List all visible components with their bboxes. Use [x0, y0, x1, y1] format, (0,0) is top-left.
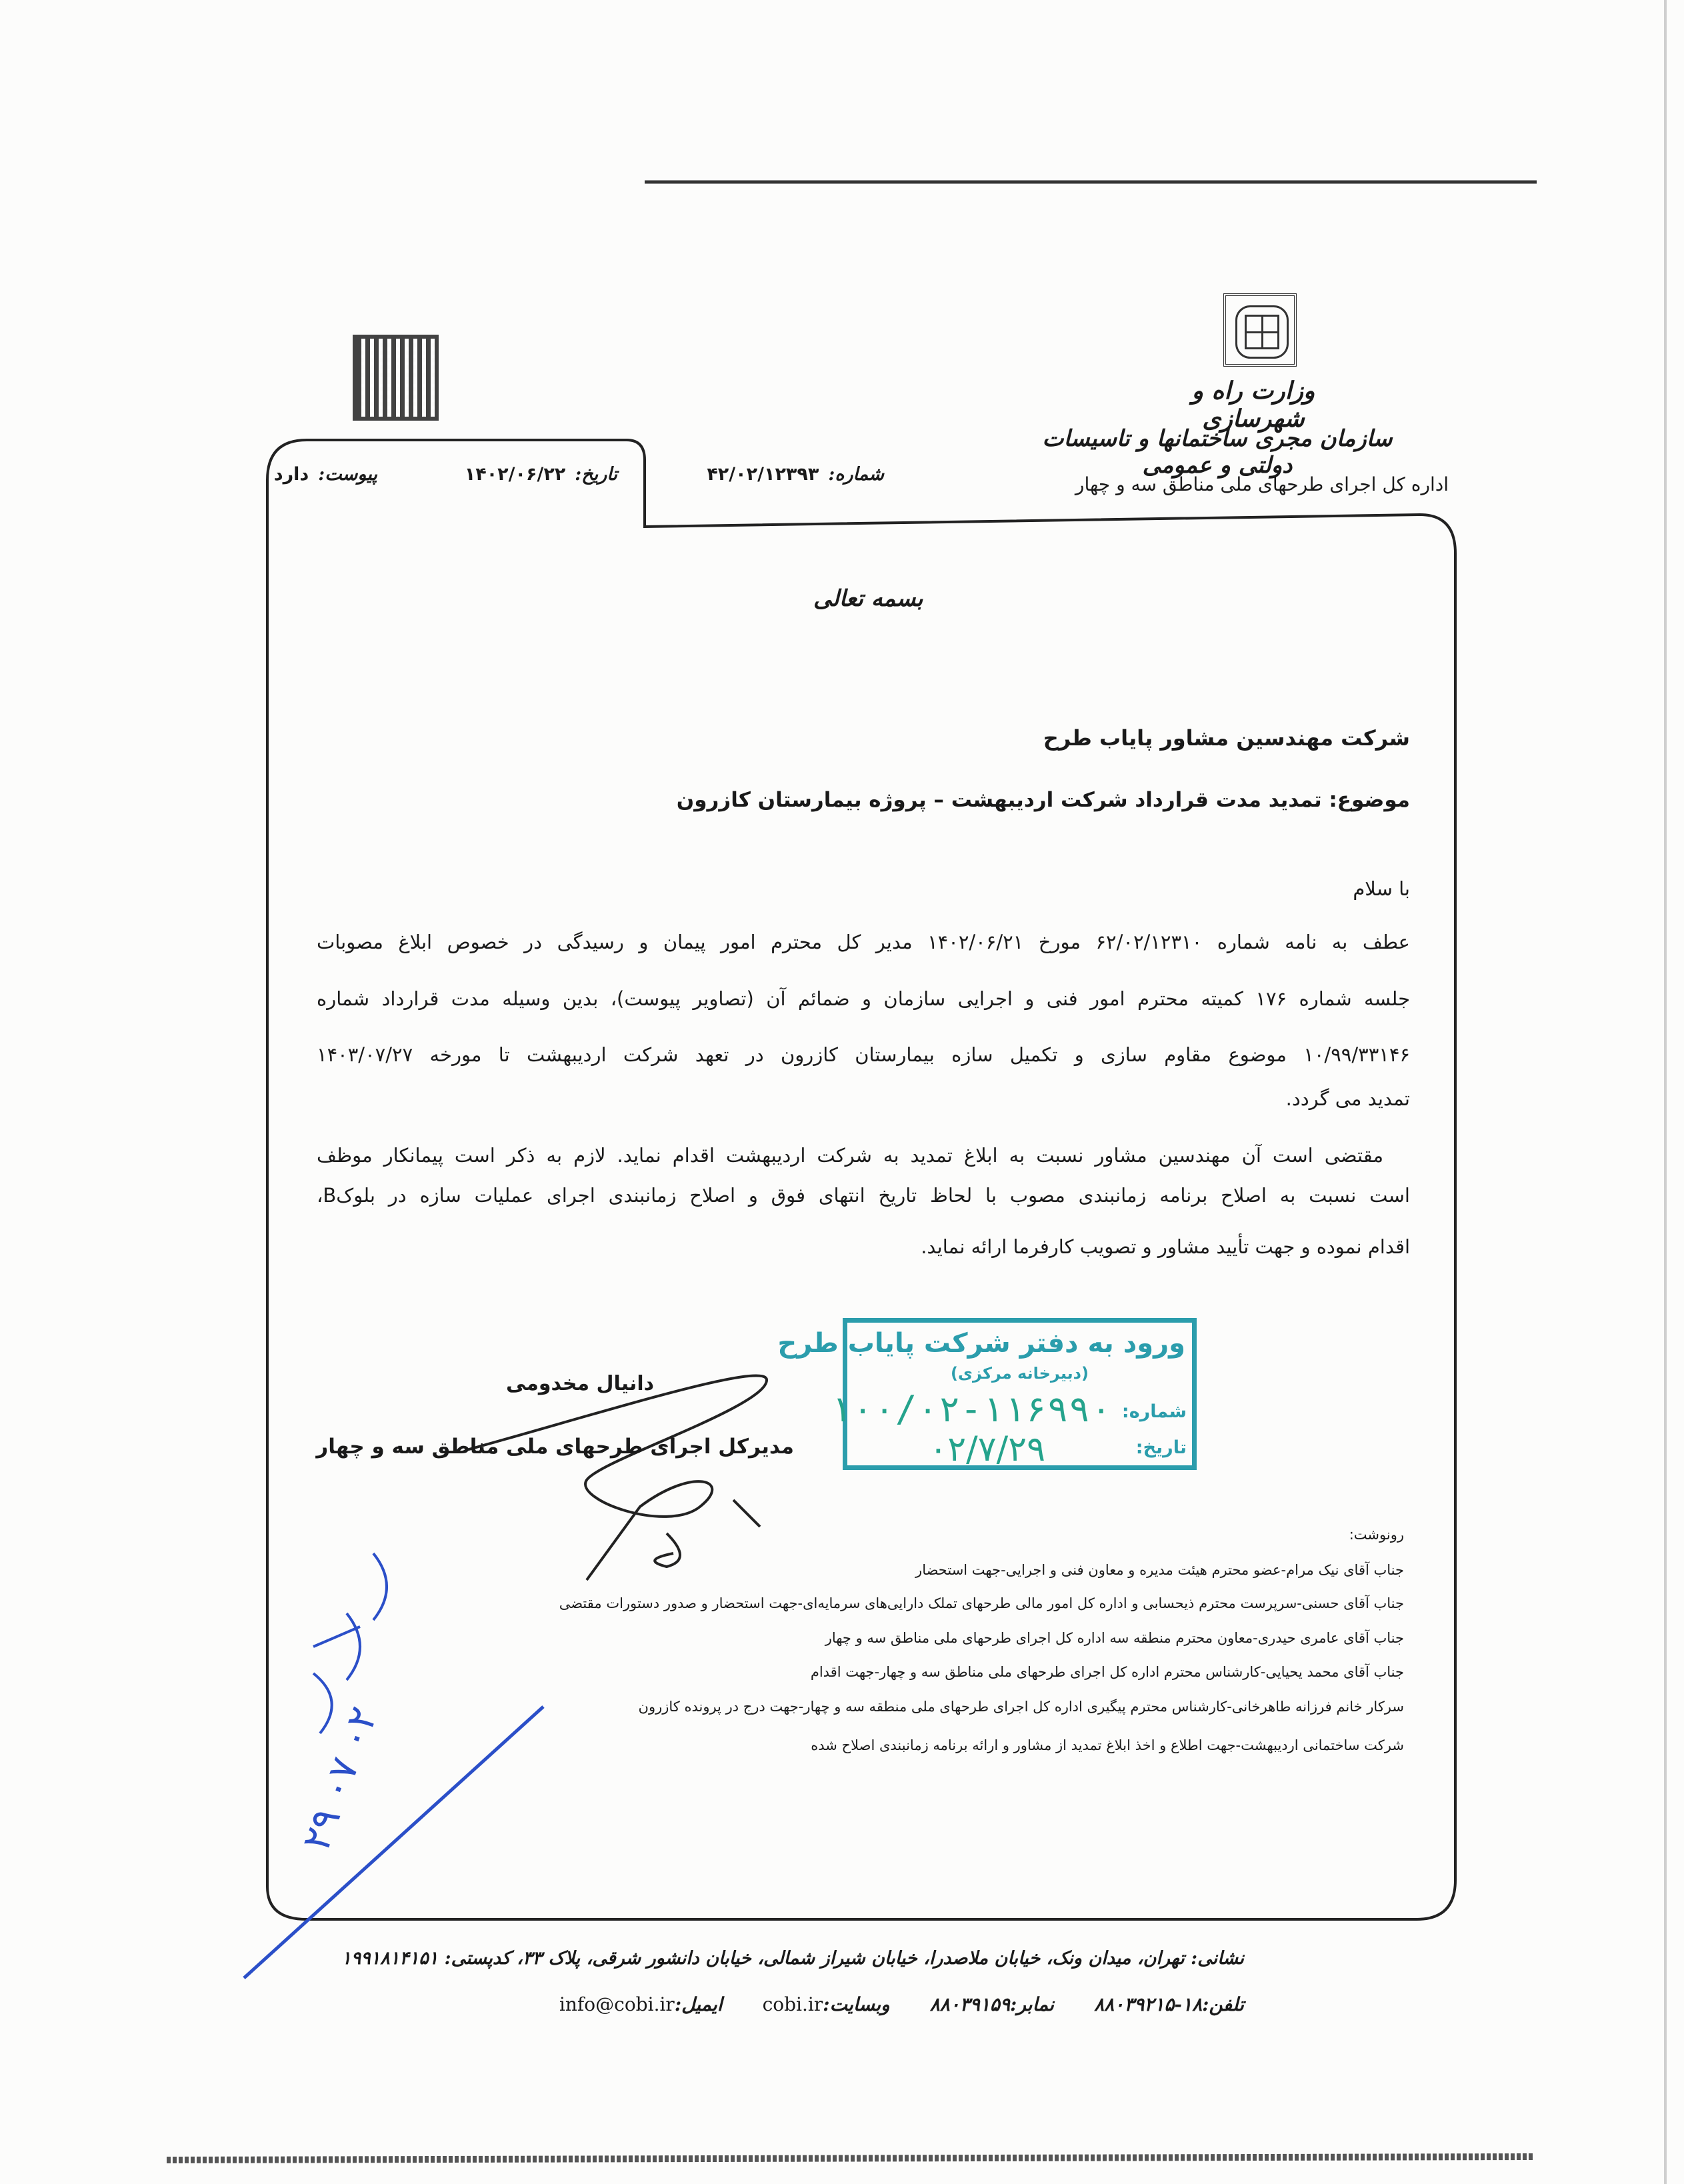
body-line: است نسبت به اصلاح برنامه زمانبندی مصوب با لحاظ تاریخ انتهای فوق و اصلاح زمانبندی اجرای عملیات سازه در بلوکB، [317, 1184, 1410, 1207]
stamp-date-label: تاریخ: [1135, 1437, 1187, 1458]
body-line: مقتضی است آن مهندسین مشاور نسبت به ابلاغ تمدید به شرکت اردیبهشت اقدام نماید. لازم به ذکر است پیمانکار موظف [317, 1144, 1383, 1167]
subject: موضوع: تمدید مدت قرارداد شرکت اردیبهشت – پروژه بیمارستان کازرون [676, 788, 1410, 812]
stamp-title: ورود به دفتر شرکت پایاب طرح [777, 1328, 1185, 1359]
phone-label: تلفن: [1202, 1993, 1244, 2015]
attachment-label: پیوست: [318, 464, 377, 485]
phone-value: ۱۸-۸۸۰۳۹۲۱۵ [1094, 1993, 1203, 2015]
fax-value: ۸۸۰۳۹۱۵۹ [929, 1993, 1010, 2015]
signature [467, 1375, 767, 1580]
attachment-value: دارد [273, 464, 309, 485]
website-label: وبسایت: [823, 1993, 890, 2015]
greeting: با سلام [1353, 877, 1410, 900]
footer-website [763, 1993, 890, 2015]
cc-item: جناب آقای حسنی-سرپرست محترم ذیحسابی و اداره کل امور مالی طرحهای تملک دارایی‌های سرمایه‌ای-جهت استحضار و صدور دستورات مقتضی [559, 1595, 1404, 1611]
body-line: تمدید می گردد. [1285, 1087, 1410, 1110]
ministry-logo [1223, 293, 1297, 367]
footer-email [559, 1993, 723, 2015]
fax-label: نمابر: [1010, 1993, 1055, 2015]
website-link[interactable]: cobi.ir [762, 1993, 823, 2015]
department-name: اداره کل اجرای طرحهای ملی مناطق سه و چهار [1075, 473, 1449, 495]
bottom-scan-line [167, 2157, 1533, 2160]
attachment-field [274, 464, 377, 485]
body-line: ۱۰/۹۹/۳۳۱۴۶ موضوع مقاوم سازی و تکمیل سازه بیمارستان کازرون در تعهد شرکت اردیبهشت تا مورخه ۱۴۰۳/۰۷/۲۷ [317, 1043, 1410, 1066]
qr-code [353, 335, 439, 421]
cc-label: رونوشت: [1349, 1527, 1404, 1543]
cc-item: سرکار خانم فرزانه طاهرخانی-کارشناس محترم پیگیری اداره کل اجرای طرحهای ملی منطقه سه و چهار-جهت درج در پرونده کازرون [638, 1699, 1404, 1715]
handwritten-note: ۲۹ ۰۷ ۰۲ [293, 1701, 387, 1857]
stamp-subtitle: (دبیرخانه مرکزی) [951, 1364, 1089, 1383]
signer-title: مدیرکل اجرای طرحهای ملی مناطق سه و چهار [316, 1435, 794, 1459]
email-label: ایمیل: [674, 1993, 723, 2015]
footer-contacts [559, 1993, 1244, 2015]
cc-item: جناب آقای محمد یحیایی-کارشناس محترم اداره کل اجرای طرحهای ملی مناطق سه و چهار-جهت اقدام [810, 1664, 1404, 1680]
email-link[interactable]: info@cobi.ir [559, 1993, 675, 2015]
letter-number-field [707, 464, 884, 485]
letter-date-field [465, 464, 617, 485]
organization-name: سازمان مجری ساختمانها و تاسیسات دولتی و عمومی [1042, 425, 1393, 479]
stamp-number-label: شماره: [1121, 1401, 1187, 1422]
cc-item: جناب آقای نیک مرام-عضو محترم هیئت مدیره و معاون فنی و اجرایی-جهت استحضار [915, 1562, 1404, 1578]
footer-fax [930, 1993, 1054, 2015]
letter-number: ۴۲/۰۲/۱۲۳۹۳ [707, 464, 819, 485]
received-stamp [777, 1318, 1197, 1470]
stamp-number: ۱۰۰/۰۲-۱۱۶۹۹۰ [830, 1388, 1112, 1430]
recipient: شرکت مهندسین مشاور پایاب طرح [1043, 725, 1410, 751]
handwritten-line [244, 1707, 543, 1978]
signer-name: دانیال مخدومی [505, 1372, 654, 1395]
letter-date: ۱۴۰۲/۰۶/۲۲ [464, 464, 566, 485]
footer-phone [1094, 1993, 1244, 2015]
cc-item: جناب آقای عامری حیدری-معاون محترم منطقه سه اداره کل اجرای طرحهای ملی مناطق سه و چهار [825, 1630, 1404, 1646]
body-line: اقدام نموده و جهت تأیید مشاور و تصویب کارفرما ارائه نماید. [921, 1235, 1410, 1258]
body-line: عطف به نامه شماره ۶۲/۰۲/۱۲۳۱۰ مورخ ۱۴۰۲/۰۶/۲۱ مدیر کل محترم امور پیمان و رسیدگی در خصوص ابلاغ مصوبات [317, 931, 1410, 953]
stamp-date: ۰۲/۷/۲۹ [929, 1429, 1045, 1469]
ministry-name: وزارت راه و شهرسازی [1191, 377, 1315, 433]
cc-item: شرکت ساختمانی اردیبهشت-جهت اطلاع و اخذ ابلاغ تمدید از مشاور و ارائه برنامه زمانبندی اصلاح شده [811, 1737, 1404, 1753]
footer-address: نشانی: تهران، میدان ونک، خیابان ملاصدرا، خیابان شیراز شمالی، خیابان دانشور شرقی، پلاک ۳۳، کدپستی: ۱۹۹۱۸۱۴۱۵۱ [341, 1948, 1244, 1969]
invocation: بسمه تعالی [813, 585, 923, 612]
date-label: تاریخ: [575, 464, 617, 485]
body-line: جلسه شماره ۱۷۶ کمیته محترم امور فنی و اجرایی سازمان و ضمائم آن (تصاویر پیوست)، بدین وسیله مدت قرارداد شماره [317, 987, 1411, 1010]
number-label: شماره: [828, 464, 884, 485]
